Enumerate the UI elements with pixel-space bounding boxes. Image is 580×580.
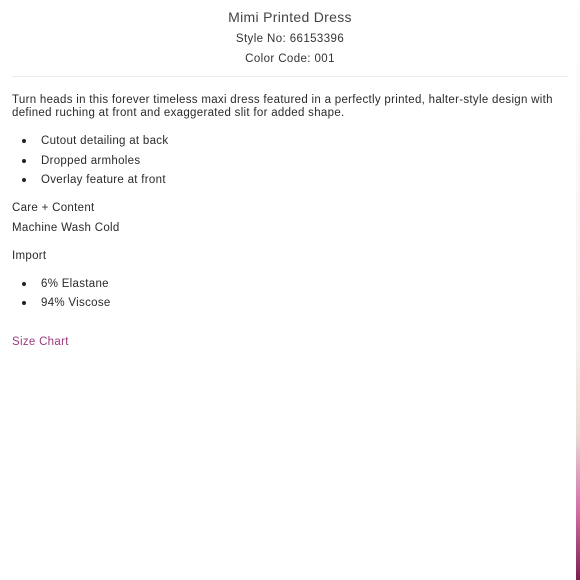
product-description: Turn heads in this forever timeless maxi dress featured in a perfectly printed, halter-style design with defined ruching at front and exaggerated slit for added shape.: [12, 94, 553, 119]
color-code: Color Code: 001: [245, 53, 335, 65]
care-instructions: Machine Wash Cold: [12, 221, 120, 234]
feature-list: [12, 134, 568, 193]
list-item: [41, 154, 568, 174]
size-chart-link[interactable]: Size Chart: [12, 335, 69, 348]
import-label: Import: [12, 249, 47, 262]
bullet-icon: [22, 282, 26, 286]
product-description-section: [0, 94, 580, 349]
list-item: [41, 296, 568, 316]
feature-text: Dropped armholes: [41, 154, 141, 167]
list-item: [41, 134, 568, 154]
feature-text: Cutout detailing at back: [41, 135, 169, 147]
style-number: Style No: 66153396: [235, 33, 345, 45]
bullet-icon: [22, 178, 26, 182]
feature-text: Overlay feature at front: [41, 174, 166, 186]
material-list: [12, 277, 568, 316]
material-text: 6% Elastane: [41, 277, 109, 290]
material-text: 94% Viscose: [41, 297, 111, 309]
adjacent-image-edge: [576, 0, 580, 580]
bullet-icon: [22, 159, 26, 163]
header-divider: [12, 76, 568, 77]
list-item: [41, 277, 568, 297]
bullet-icon: [22, 301, 26, 305]
product-header: [0, 0, 580, 66]
list-item: [41, 173, 568, 193]
bullet-icon: [22, 139, 26, 143]
care-content-heading: Care + Content: [12, 201, 95, 214]
product-title: Mimi Printed Dress: [228, 9, 352, 25]
